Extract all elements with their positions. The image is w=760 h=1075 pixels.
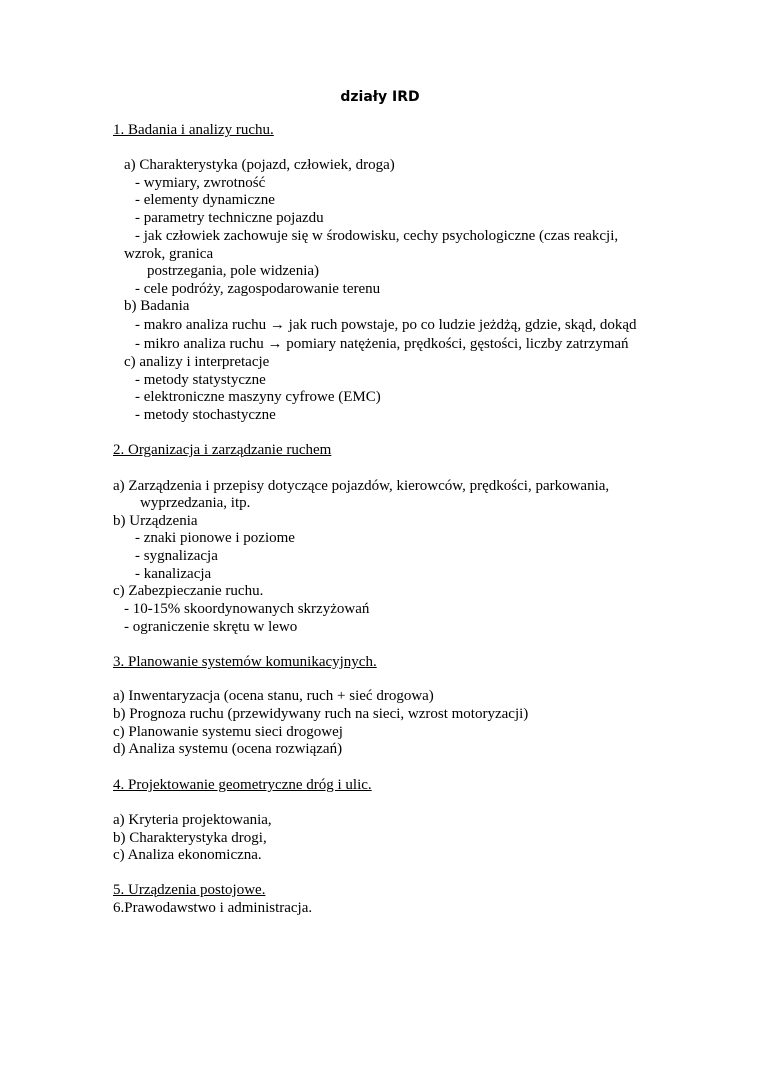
section-3-heading: 3. Planowanie systemów komunikacyjnych. — [113, 654, 377, 670]
list-item: b) Urządzenia — [113, 513, 198, 529]
list-item: postrzegania, pole widzenia) — [147, 263, 320, 279]
list-item: a) Zarządzenia i przepisy dotyczące pojazdów, kierowców, prędkości, parkowania, — [113, 478, 610, 494]
list-item: a) Inwentaryzacja (ocena stanu, ruch + sieć drogowa) — [113, 688, 434, 704]
list-item: c) Zabezpieczanie ruchu. — [113, 583, 264, 599]
list-item: - wymiary, zwrotność — [135, 175, 266, 191]
list-item: - kanalizacja — [135, 566, 212, 582]
list-item: a) Kryteria projektowania, — [113, 812, 272, 828]
list-item: - ograniczenie skrętu w lewo — [124, 619, 298, 635]
list-item: - mikro analiza ruchu → pomiary natężenia, prędkości, gęstości, liczby zatrzymań — [135, 336, 629, 352]
list-item: - metody stochastyczne — [135, 407, 276, 423]
list-item: - makro analiza ruchu → jak ruch powstaje, po co ludzie jeżdżą, gdzie, skąd, dokąd — [135, 317, 637, 333]
section-5-heading: 5. Urządzenia postojowe. — [113, 882, 266, 898]
list-item: - znaki pionowe i poziome — [135, 530, 295, 546]
list-item: c) Planowanie systemu sieci drogowej — [113, 724, 343, 740]
list-item: c) Analiza ekonomiczna. — [113, 847, 262, 863]
list-item: wzrok, granica — [124, 246, 214, 262]
list-item: - elektroniczne maszyny cyfrowe (EMC) — [135, 389, 381, 405]
list-item: - parametry techniczne pojazdu — [135, 210, 324, 226]
list-item: c) analizy i interpretacje — [124, 354, 270, 370]
section-1-heading: 1. Badania i analizy ruchu. — [113, 122, 274, 138]
list-item: - elementy dynamiczne — [135, 192, 275, 208]
section-4-heading: 4. Projektowanie geometryczne dróg i ulic. — [113, 777, 372, 793]
section-2-heading: 2. Organizacja i zarządzanie ruchem — [113, 442, 332, 458]
list-item: a) Charakterystyka (pojazd, człowiek, droga) — [124, 157, 395, 173]
list-item: - sygnalizacja — [135, 548, 218, 564]
list-item: wyprzedzania, itp. — [140, 495, 251, 511]
list-item: b) Charakterystyka drogi, — [113, 830, 267, 846]
list-item: - 10-15% skoordynowanych skrzyżowań — [124, 601, 370, 617]
list-item: d) Analiza systemu (ocena rozwiązań) — [113, 741, 343, 757]
list-item: - cele podróży, zagospodarowanie terenu — [135, 281, 381, 297]
list-item: b) Badania — [124, 298, 190, 314]
section-6-heading: 6.Prawodawstwo i administracja. — [113, 900, 313, 916]
document-title: działy IRD — [340, 89, 420, 105]
list-item: b) Prognoza ruchu (przewidywany ruch na sieci, wzrost motoryzacji) — [113, 706, 529, 722]
list-item: - metody statystyczne — [135, 372, 266, 388]
list-item: - jak człowiek zachowuje się w środowisku, cechy psychologiczne (czas reakcji, — [135, 228, 619, 244]
